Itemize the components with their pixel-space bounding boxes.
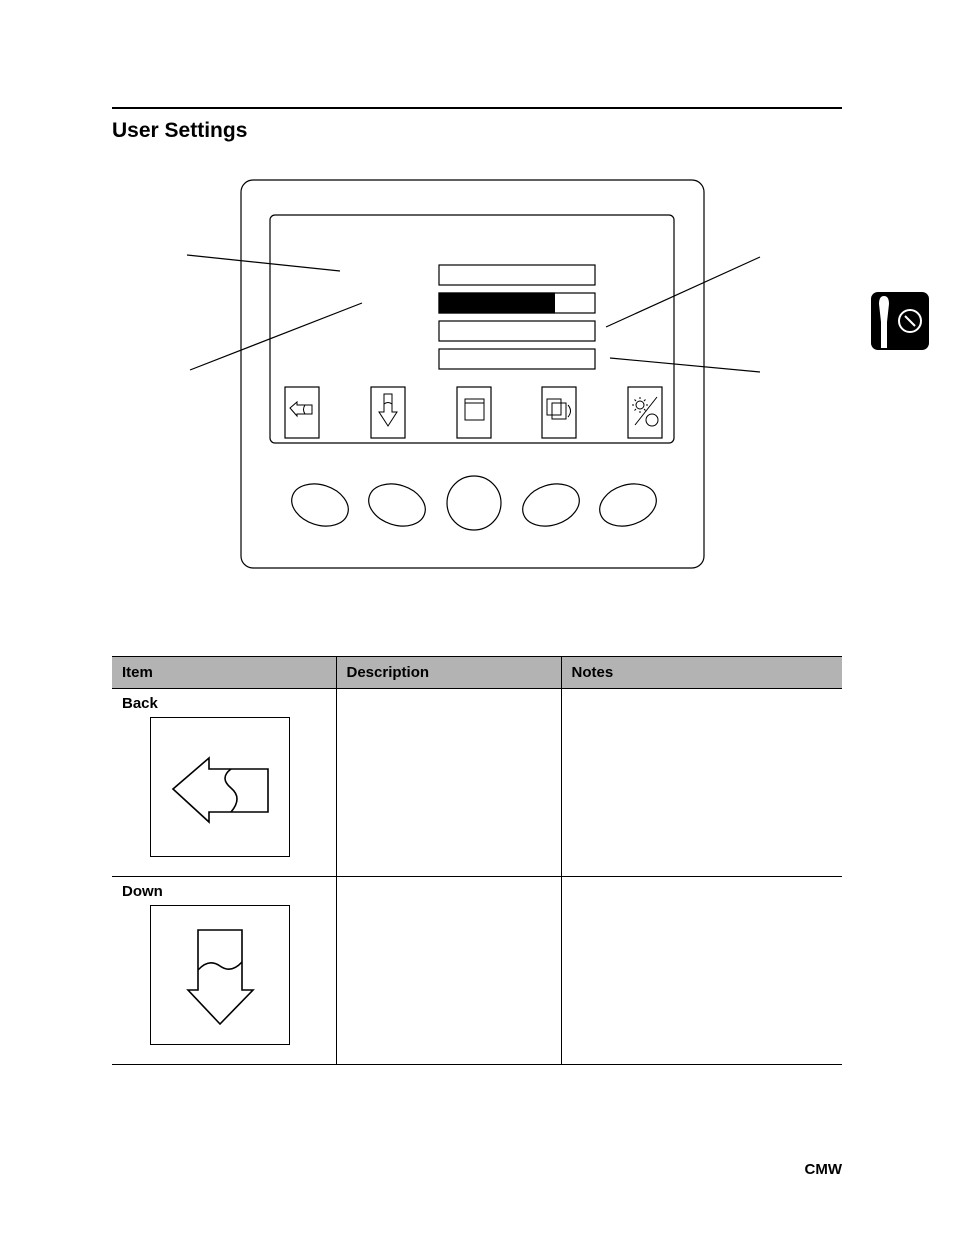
header-item: Item [112, 657, 336, 689]
hardware-button-2[interactable] [363, 477, 431, 533]
callout-line-4 [610, 358, 760, 372]
page-title: User Settings [112, 119, 248, 142]
table-header-row [112, 657, 842, 689]
panel-bezel [241, 180, 704, 568]
control-panel-figure [180, 175, 780, 575]
hardware-button-5[interactable] [594, 477, 662, 533]
hardware-button-center[interactable] [447, 476, 501, 530]
softkey-sun-percent-icon[interactable] [628, 387, 662, 438]
item-cell [112, 689, 336, 877]
callout-line-3 [606, 257, 760, 327]
menu-field-3[interactable] [439, 321, 595, 341]
callout-line-1 [187, 255, 340, 271]
top-rule [112, 107, 842, 109]
item-label: Down [122, 883, 163, 900]
notes-cell [561, 689, 842, 877]
table-row [112, 877, 842, 1065]
down-arrow-icon [150, 905, 290, 1045]
footer-code: CMW [804, 1161, 842, 1178]
softkey-back-icon[interactable] [285, 387, 319, 438]
softkey-down-icon[interactable] [371, 387, 405, 438]
softkey-window-icon[interactable] [457, 387, 491, 438]
softkey-copy-window-icon[interactable] [542, 387, 576, 438]
back-arrow-icon [150, 717, 290, 857]
header-notes: Notes [561, 657, 842, 689]
items-table [112, 656, 842, 1065]
item-label: Back [122, 695, 158, 712]
table-row [112, 689, 842, 877]
callout-line-2 [190, 303, 362, 370]
notes-cell [561, 877, 842, 1065]
description-cell [336, 689, 561, 877]
section-tab [871, 292, 929, 350]
panel-screen [270, 215, 674, 443]
menu-field-4[interactable] [439, 349, 595, 369]
wrench-no-icon [871, 292, 929, 350]
hardware-button-4[interactable] [517, 477, 585, 533]
hardware-button-1[interactable] [286, 477, 354, 533]
description-cell [336, 877, 561, 1065]
menu-field-1[interactable] [439, 265, 595, 285]
header-description: Description [336, 657, 561, 689]
menu-field-2[interactable] [439, 293, 595, 313]
item-cell [112, 877, 336, 1065]
